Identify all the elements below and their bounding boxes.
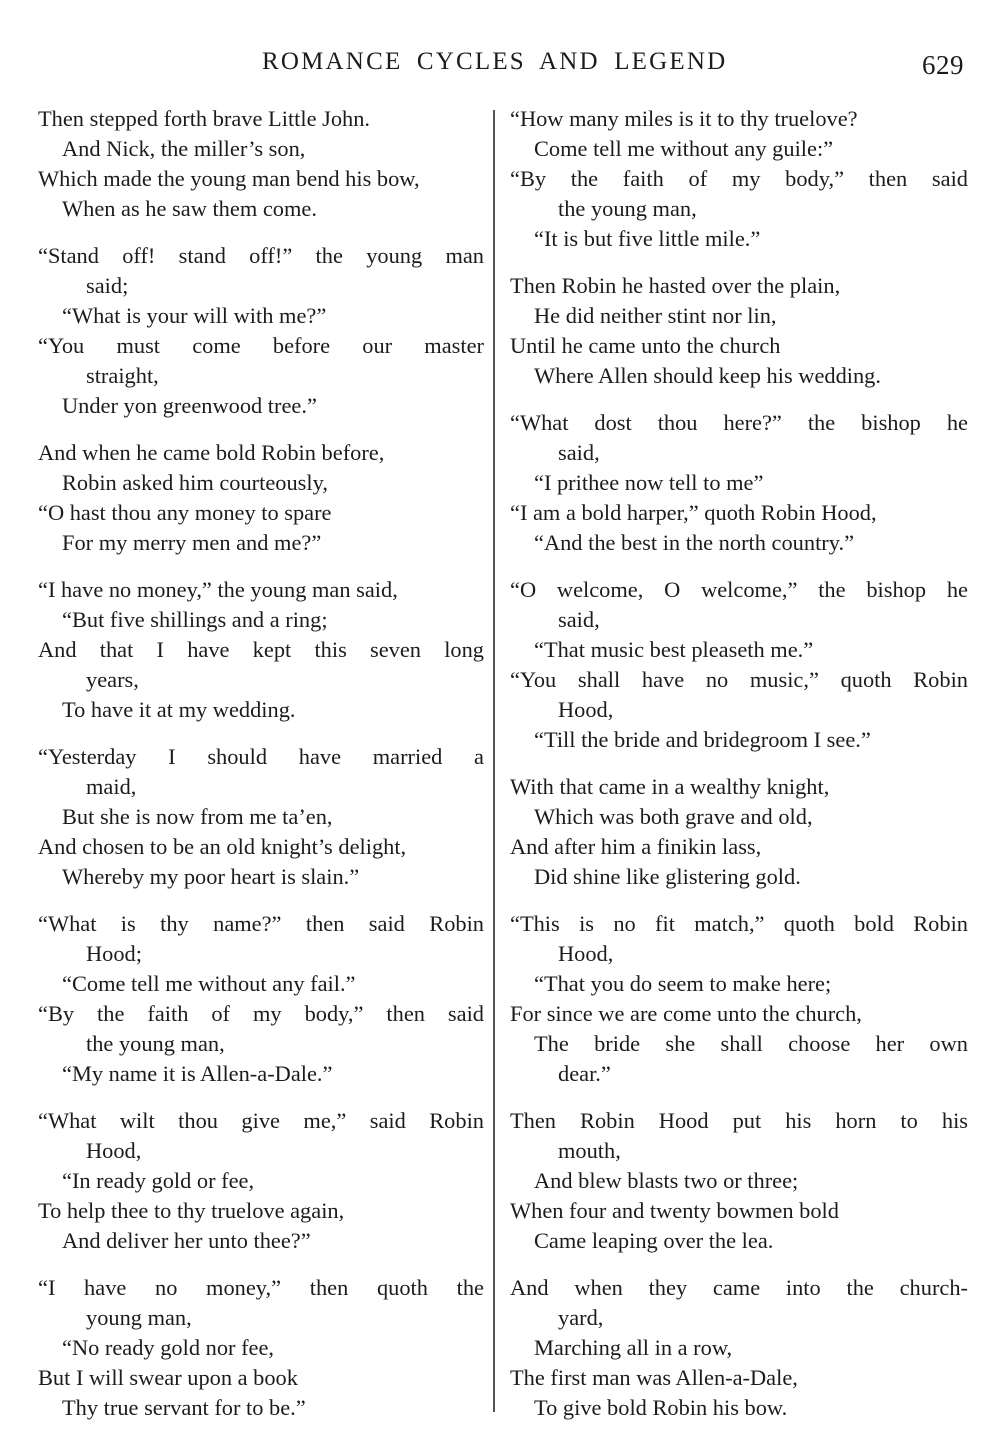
verse-line: Came leaping over the lea. <box>534 1228 774 1253</box>
stanza <box>510 408 968 558</box>
verse-line: Marching all in a row, <box>534 1335 733 1360</box>
verse-line: “Stand off! stand off!” the young man <box>38 243 484 268</box>
verse-line: Thy true servant for to be.” <box>62 1395 306 1420</box>
verse-line: But I will swear upon a book <box>38 1365 298 1390</box>
stanza <box>510 575 968 755</box>
verse-line: years, <box>86 667 139 692</box>
verse-line: For my merry men and me?” <box>62 530 322 555</box>
stanza <box>510 1273 968 1423</box>
verse-line: dear.” <box>558 1061 611 1086</box>
stanza <box>510 909 968 1089</box>
stanza <box>510 271 968 391</box>
verse-line: mouth, <box>558 1138 621 1163</box>
verse-line: Whereby my poor heart is slain.” <box>62 864 360 889</box>
verse-line: Where Allen should keep his wedding. <box>534 363 881 388</box>
verse-line: “What wilt thou give me,” said Robin <box>38 1108 484 1133</box>
verse-line: “I prithee now tell to me” <box>534 470 764 495</box>
right-column <box>510 104 968 1440</box>
stanza <box>38 1106 484 1256</box>
verse-line: To help thee to thy truelove again, <box>38 1198 345 1223</box>
verse-line: Robin asked him courteously, <box>62 470 328 495</box>
verse-line: Under yon greenwood tree.” <box>62 393 317 418</box>
verse-line: But she is now from me ta’en, <box>62 804 333 829</box>
verse-line: “What is your will with me?” <box>62 303 327 328</box>
stanza <box>510 1106 968 1256</box>
verse-line: “My name it is Allen-a-Dale.” <box>62 1061 333 1086</box>
verse-line: “That you do seem to make here; <box>534 971 832 996</box>
verse-line: To have it at my wedding. <box>62 697 296 722</box>
verse-line: “But five shillings and a ring; <box>62 607 328 632</box>
verse-line: The bride she shall choose her own <box>534 1031 968 1056</box>
verse-line: “I have no money,” the young man said, <box>38 577 398 602</box>
verse-line: Until he came unto the church <box>510 333 781 358</box>
verse-line: “You must come before our master <box>38 333 484 358</box>
verse-line: “How many miles is it to thy truelove? <box>510 106 858 131</box>
verse-line: For since we are come unto the church, <box>510 1001 862 1026</box>
verse-line: said, <box>558 440 600 465</box>
stanza <box>38 575 484 725</box>
verse-line: “Yesterday I should have married a <box>38 744 484 769</box>
verse-line: “I am a bold harper,” quoth Robin Hood, <box>510 500 877 525</box>
verse-line: said, <box>558 607 600 632</box>
verse-line: And blew blasts two or three; <box>534 1168 799 1193</box>
verse-line: yard, <box>558 1305 604 1330</box>
verse-line: said; <box>86 273 129 298</box>
verse-line: the young man, <box>558 196 697 221</box>
verse-line: Hood, <box>558 941 614 966</box>
column-divider <box>493 110 495 1412</box>
verse-line: “It is but five little mile.” <box>534 226 761 251</box>
verse-line: “O welcome, O welcome,” the bishop he <box>510 577 968 602</box>
verse-line: And that I have kept this seven long <box>38 637 484 662</box>
stanza <box>510 772 968 892</box>
verse-line: “In ready gold or fee, <box>62 1168 255 1193</box>
running-title: ROMANCE CYCLES AND LEGEND <box>262 48 728 75</box>
verse-line: Hood; <box>86 941 142 966</box>
verse-line: “I have no money,” then quoth the <box>38 1275 484 1300</box>
stanza <box>38 104 484 224</box>
verse-line: When as he saw them come. <box>62 196 317 221</box>
verse-line: With that came in a wealthy knight, <box>510 774 830 799</box>
verse-line: “By the faith of my body,” then said <box>38 1001 484 1026</box>
verse-line: straight, <box>86 363 159 388</box>
verse-line: And when he came bold Robin before, <box>38 440 385 465</box>
verse-line: Then Robin Hood put his horn to his <box>510 1108 968 1133</box>
verse-line: He did neither stint nor lin, <box>534 303 777 328</box>
verse-line: “You shall have no music,” quoth Robin <box>510 667 968 692</box>
page-number: 629 <box>922 50 964 80</box>
verse-line: young man, <box>86 1305 192 1330</box>
verse-line: Then stepped forth brave Little John. <box>38 106 371 131</box>
stanza <box>38 909 484 1089</box>
verse-line: “Come tell me without any fail.” <box>62 971 356 996</box>
verse-line: Come tell me without any guile:” <box>534 136 834 161</box>
stanza <box>38 438 484 558</box>
page-header <box>0 48 1000 82</box>
stanza <box>38 241 484 421</box>
stanza <box>38 742 484 892</box>
verse-line: “That music best pleaseth me.” <box>534 637 814 662</box>
verse-line: “What is thy name?” then said Robin <box>38 911 484 936</box>
stanza <box>38 1273 484 1423</box>
verse-line: And after him a finikin lass, <box>510 834 762 859</box>
stanza <box>510 104 968 254</box>
verse-line: And chosen to be an old knight’s delight, <box>38 834 407 859</box>
verse-line: Did shine like glistering gold. <box>534 864 801 889</box>
verse-line: the young man, <box>86 1031 225 1056</box>
verse-line: “By the faith of my body,” then said <box>510 166 968 191</box>
verse-line: “This is no fit match,” quoth bold Robin <box>510 911 968 936</box>
verse-line: “And the best in the north country.” <box>534 530 855 555</box>
verse-line: “Till the bride and bridegroom I see.” <box>534 727 871 752</box>
verse-line: “No ready gold nor fee, <box>62 1335 275 1360</box>
verse-line: When four and twenty bowmen bold <box>510 1198 839 1223</box>
verse-line: maid, <box>86 774 137 799</box>
verse-line: Hood, <box>86 1138 142 1163</box>
verse-line: To give bold Robin his bow. <box>534 1395 788 1420</box>
verse-line: And when they came into the church- <box>510 1275 968 1300</box>
verse-line: The first man was Allen-a-Dale, <box>510 1365 798 1390</box>
verse-line: And Nick, the miller’s son, <box>62 136 306 161</box>
verse-line: Then Robin he hasted over the plain, <box>510 273 841 298</box>
verse-line: “O hast thou any money to spare <box>38 500 332 525</box>
verse-line: Hood, <box>558 697 614 722</box>
verse-line: “What dost thou here?” the bishop he <box>510 410 968 435</box>
verse-line: Which was both grave and old, <box>534 804 813 829</box>
verse-line: Which made the young man bend his bow, <box>38 166 420 191</box>
verse-line: And deliver her unto thee?” <box>62 1228 311 1253</box>
left-column <box>38 104 484 1440</box>
